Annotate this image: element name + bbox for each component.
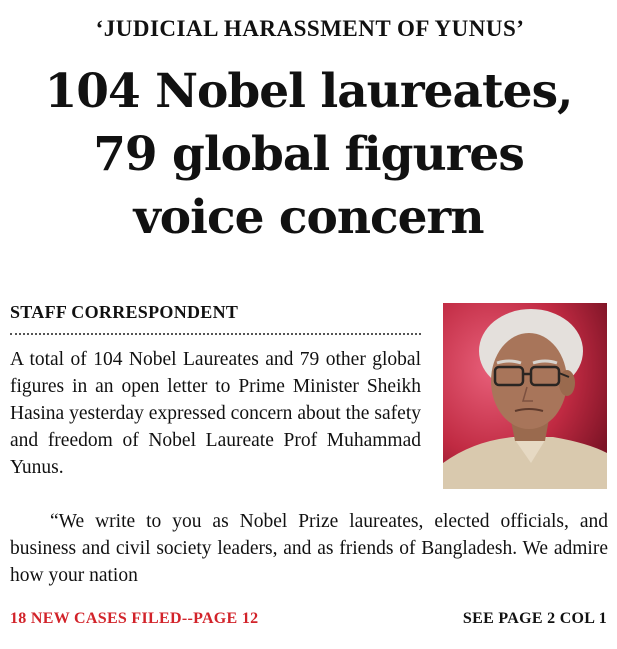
byline: STAFF CORRESPONDENT xyxy=(10,302,239,322)
article-paragraph-1: A total of 104 Nobel Laureates and 79 other global figures in an open letter to Prime Minister Sheikh Hasina yesterday expressed concern about the safety and freedom of Nobel Laureate Prof Muhammad Yunus. xyxy=(10,349,421,478)
kicker: ‘JUDICIAL HARASSMENT OF YUNUS’ xyxy=(95,16,525,41)
yunus-photo xyxy=(443,303,607,489)
continued-jump-link[interactable]: SEE PAGE 2 COL 1 xyxy=(462,610,607,627)
headline xyxy=(0,60,617,249)
headline-line-3: voice concern xyxy=(133,190,484,245)
headline-line-1: 104 Nobel laureates, xyxy=(44,64,573,119)
headline-line-2: 79 global figures xyxy=(93,127,524,182)
article-paragraph-2 xyxy=(10,508,608,589)
byline-divider xyxy=(10,333,421,335)
article-paragraph-2-text: “We write to you as Nobel Prize laureates, elected officials, and business and civil society leaders, and as friends of Bangladesh. We admire how your nation xyxy=(10,511,608,586)
related-story-link[interactable]: 18 NEW CASES FILED--PAGE 12 xyxy=(10,610,259,627)
